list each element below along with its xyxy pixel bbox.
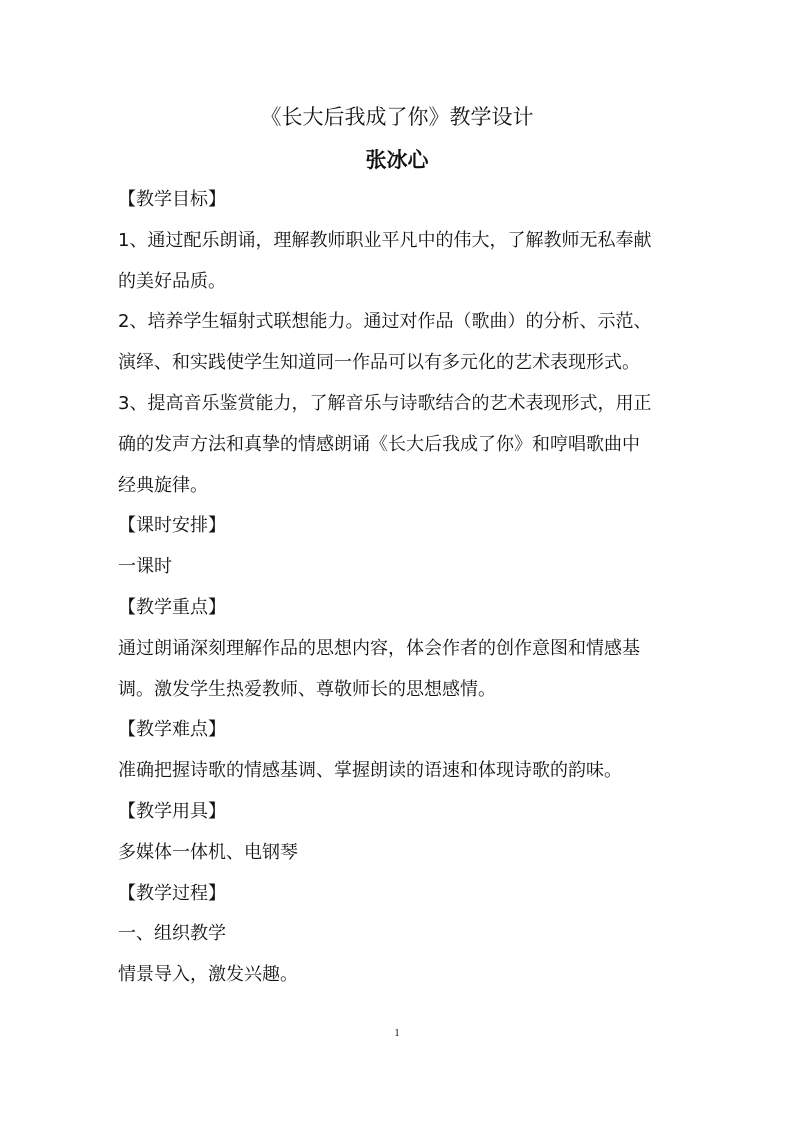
tools-text: 多媒体一体机、电钢琴	[118, 841, 298, 863]
objective-1-line-2: 的美好品质。	[118, 270, 226, 292]
author-name: 张冰心	[365, 148, 429, 172]
objective-2-line-1: 2、培养学生辐射式联想能力。通过对作品（歌曲）的分析、示范、	[118, 311, 652, 333]
difficulties-text: 准确把握诗歌的情感基调、掌握朗读的语速和体现诗歌的韵味。	[118, 760, 622, 782]
section-heading-difficulties: 【教学难点】	[118, 719, 226, 741]
key-points-line-2: 调。激发学生热爱教师、尊敬师长的思想感情。	[118, 678, 496, 700]
objective-3-line-1: 3、提高音乐鉴赏能力，了解音乐与诗歌结合的艺术表现形式，用正	[118, 392, 652, 414]
section-heading-objectives: 【教学目标】	[118, 189, 226, 210]
section-heading-schedule: 【课时安排】	[118, 515, 226, 537]
document-body	[118, 180, 678, 996]
section-heading-tools: 【教学用具】	[118, 800, 226, 822]
objective-1-line-1: 1、通过配乐朗诵，理解教师职业平凡中的伟大，了解教师无私奉献	[118, 229, 652, 251]
section-heading-process: 【教学过程】	[118, 882, 226, 904]
key-points-line-1: 通过朗诵深刻理解作品的思想内容，体会作者的创作意图和情感基	[118, 637, 640, 659]
process-step-1-text: 情景导入，激发兴趣。	[118, 964, 298, 986]
objective-3-line-3: 经典旋律。	[118, 474, 208, 496]
section-heading-key-points: 【教学重点】	[118, 596, 226, 618]
objective-3-line-2: 确的发声方法和真挚的情感朗诵《长大后我成了你》和哼唱歌曲中	[118, 433, 640, 455]
schedule-text: 一课时	[118, 556, 172, 578]
process-step-1: 一、组织教学	[118, 923, 226, 945]
objective-2-line-2: 演绎、和实践使学生知道同一作品可以有多元化的艺术表现形式。	[118, 352, 640, 374]
document-title: 《长大后我成了你》教学设计	[260, 105, 534, 129]
page-number: 1	[394, 1027, 400, 1039]
